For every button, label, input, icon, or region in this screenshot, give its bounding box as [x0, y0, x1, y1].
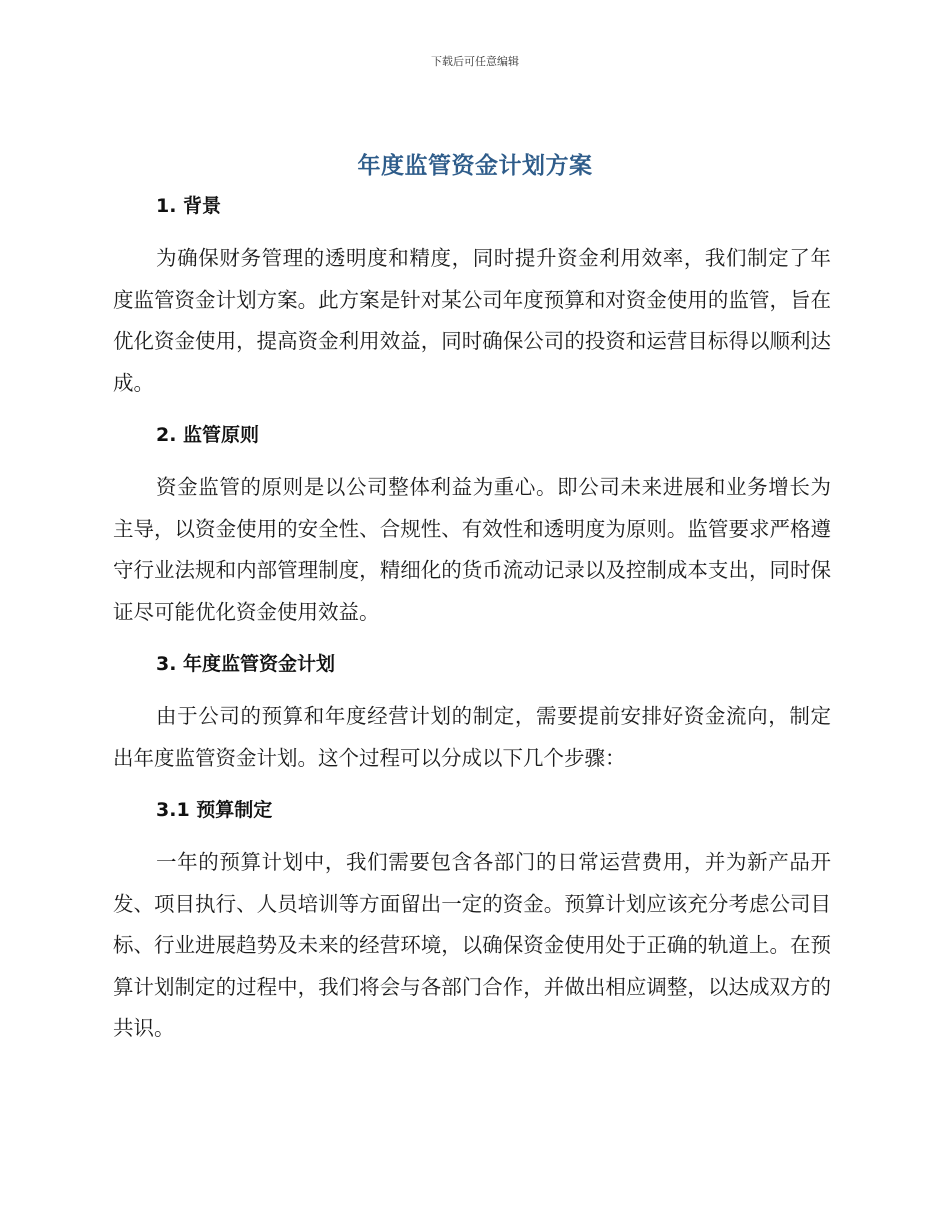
section-paragraph: 资金监管的原则是以公司整体利益为重心。即公司未来进展和业务增长为主导，以资金使用的安全性、合规性、有效性和透明度为原则。监管要求严格遵守行业法规和内部管理制度，精细化的货币流动记录以及控制成本支出，同时保证尽可能优化资金使用效益。	[113, 475, 831, 624]
section-paragraph: 为确保财务管理的透明度和精度，同时提升资金利用效率，我们制定了年度监管资金计划方案。此方案是针对某公司年度预算和对资金使用的监管，旨在优化资金使用，提高资金利用效益，同时确保公司的投资和运营目标得以顺利达成。	[113, 246, 831, 395]
section-annual-plan	[113, 644, 831, 790]
header-note: 下载后可任意编辑	[431, 55, 519, 68]
section-heading: 1. 背景	[156, 195, 222, 217]
section-paragraph: 由于公司的预算和年度经营计划的制定，需要提前安排好资金流向，制定出年度监管资金计划。这个过程可以分成以下几个步骤：	[113, 704, 831, 770]
section-heading: 3.1 预算制定	[156, 799, 273, 821]
section-heading: 2. 监管原则	[156, 424, 260, 446]
section-background	[113, 186, 831, 415]
section-paragraph: 一年的预算计划中，我们需要包含各部门的日常运营费用，并为新产品开发、项目执行、人员培训等方面留出一定的资金。预算计划应该充分考虑公司目标、行业进展趋势及未来的经营环境，以确保资金使用处于正确的轨道上。在预算计划制定的过程中，我们将会与各部门合作，并做出相应调整，以达成双方的共识。	[113, 850, 831, 1040]
document-body	[113, 186, 831, 1050]
document-title: 年度监管资金计划方案	[357, 153, 593, 179]
section-heading: 3. 年度监管资金计划	[156, 653, 336, 675]
section-budget	[113, 790, 831, 1050]
section-principles	[113, 415, 831, 644]
